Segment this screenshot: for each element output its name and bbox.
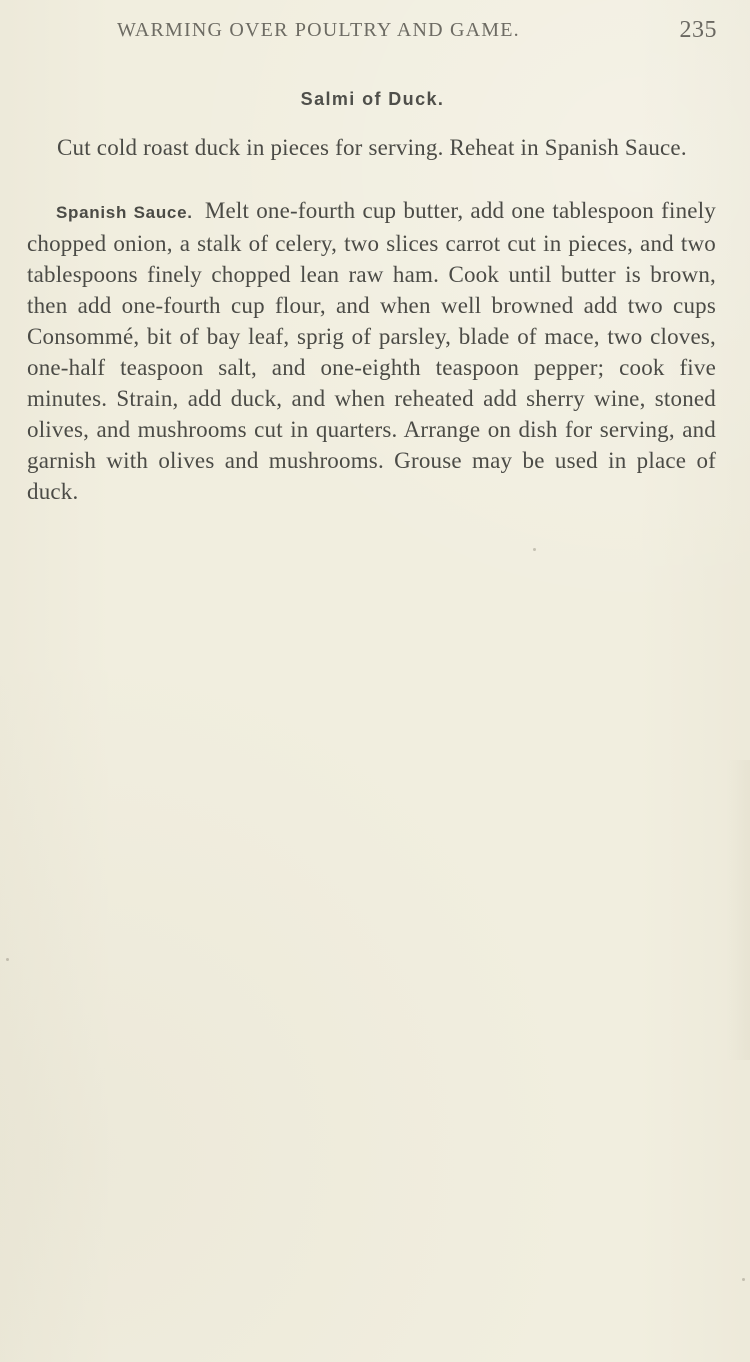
sauce-instructions: Melt one-fourth cup butter, add one tablespoon finely chopped onion, a stalk of celery, two slices carrot cut in pieces, and two tablespoons finely chopped lean raw ham. Cook until butter is brown, then add one-fourth cup flour, and when well browned add two cups Consommé, bit of bay leaf, sprig of parsley, blade of mace, two cloves, one-half teaspoon salt, and one-eighth teaspoon pepper; cook five minutes. Strain, add duck, and when reheated add sherry wine, stoned olives, and mushrooms cut in quarters. Arrange on dish for serving, and garnish with olives and mushrooms. Grouse may be used in place of duck.	[27, 198, 717, 504]
sauce-label: Spanish Sauce.	[56, 203, 193, 222]
paper-speck	[742, 1278, 745, 1281]
recipe-intro: Cut cold roast duck in pieces for serving. Reheat in Spanish Sauce.	[57, 135, 687, 160]
page-number: 235	[679, 17, 717, 43]
paper-speck	[533, 548, 536, 551]
paper-edge-shadow	[726, 760, 750, 1060]
paper-speck	[6, 958, 9, 961]
recipe-title: Salmi of Duck.	[300, 89, 445, 109]
page-header	[117, 17, 717, 51]
sauce-paragraph	[27, 195, 716, 507]
running-head: WARMING OVER POULTRY AND GAME.	[117, 19, 520, 41]
